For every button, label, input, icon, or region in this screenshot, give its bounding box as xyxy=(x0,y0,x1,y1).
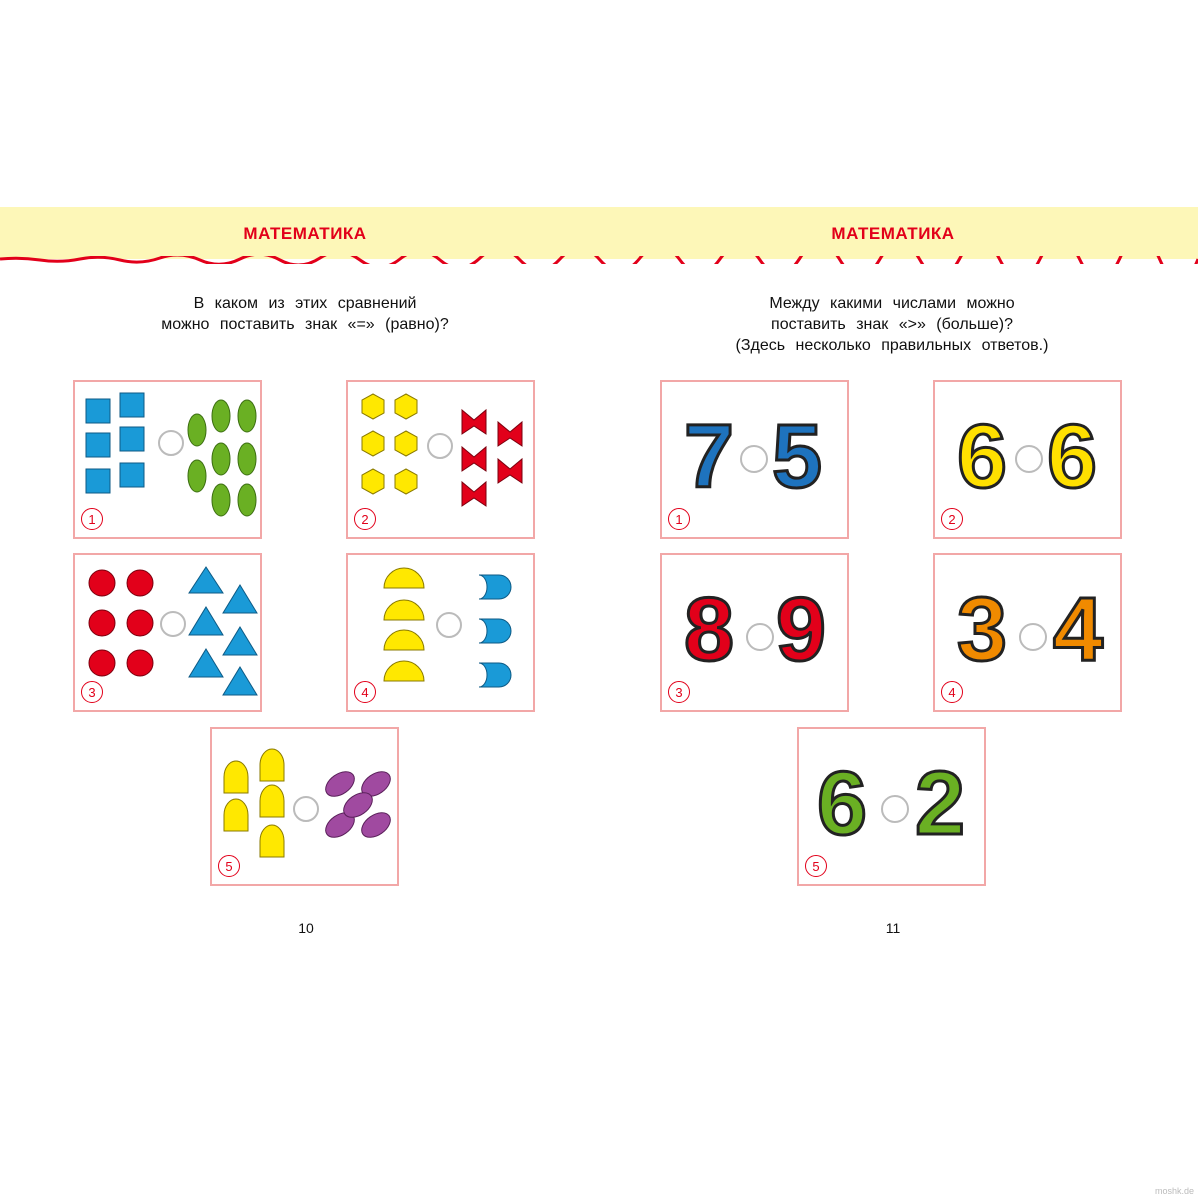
left-card-1[interactable] xyxy=(73,380,262,539)
right-card-1[interactable] xyxy=(660,380,849,539)
question-line: можно поставить знак «=» (равно)? xyxy=(161,316,449,333)
question-line: (Здесь несколько правильных ответов.) xyxy=(735,337,1049,354)
question-line: поставить знак «>» (больше)? xyxy=(771,316,1013,333)
left-card-3[interactable] xyxy=(73,553,262,712)
right-digit: 6 xyxy=(1047,407,1098,507)
card-number-badge: 4 xyxy=(941,681,963,703)
comparison-circle[interactable] xyxy=(881,795,909,823)
right-card-4[interactable] xyxy=(933,553,1122,712)
question-line: Между какими числами можно xyxy=(769,295,1015,312)
card-number-badge: 5 xyxy=(805,855,827,877)
left-card-5[interactable] xyxy=(210,727,399,886)
right-digit: 9 xyxy=(776,580,827,680)
comparison-circle[interactable] xyxy=(1015,445,1043,473)
squares-vs-ovals-illustration xyxy=(75,382,264,541)
left-card-4[interactable] xyxy=(346,553,535,712)
right-card-5[interactable] xyxy=(797,727,986,886)
circles-vs-triangles-illustration xyxy=(75,555,264,714)
watermark: moshk.de xyxy=(1154,1186,1194,1196)
hexagons-vs-arrows-illustration xyxy=(348,382,537,541)
right-digit: 4 xyxy=(1053,580,1104,680)
card-number-badge: 2 xyxy=(354,508,376,530)
right-header: МАТЕМАТИКА xyxy=(831,224,955,243)
right-digit: 2 xyxy=(915,754,966,854)
question-line: В каком из этих сравнений xyxy=(193,295,417,312)
domes-vs-ovals-illustration xyxy=(212,729,401,888)
left-digit: 7 xyxy=(684,407,735,507)
card-number-badge: 3 xyxy=(81,681,103,703)
header-wavy-line xyxy=(0,256,1198,264)
left-card-2[interactable] xyxy=(346,380,535,539)
halfdiscs-vs-crescents-illustration xyxy=(348,555,537,714)
right-card-3[interactable] xyxy=(660,553,849,712)
left-question xyxy=(105,293,505,335)
card-number-badge: 1 xyxy=(81,508,103,530)
left-header: МАТЕМАТИКА xyxy=(243,224,367,243)
card-number-badge: 1 xyxy=(668,508,690,530)
card-number-badge: 3 xyxy=(668,681,690,703)
right-card-2[interactable] xyxy=(933,380,1122,539)
card-number-badge: 5 xyxy=(218,855,240,877)
left-digit: 6 xyxy=(817,754,868,854)
left-digit: 8 xyxy=(684,580,735,680)
left-digit: 6 xyxy=(957,407,1008,507)
right-digit: 5 xyxy=(772,407,823,507)
comparison-circle[interactable] xyxy=(740,445,768,473)
card-number-badge: 2 xyxy=(941,508,963,530)
comparison-circle[interactable] xyxy=(746,623,774,651)
right-question xyxy=(692,293,1092,356)
card-number-badge: 4 xyxy=(354,681,376,703)
page-number-left: 10 xyxy=(298,920,314,936)
page-number-right: 11 xyxy=(885,920,901,936)
comparison-circle[interactable] xyxy=(1019,623,1047,651)
left-digit: 3 xyxy=(957,580,1008,680)
